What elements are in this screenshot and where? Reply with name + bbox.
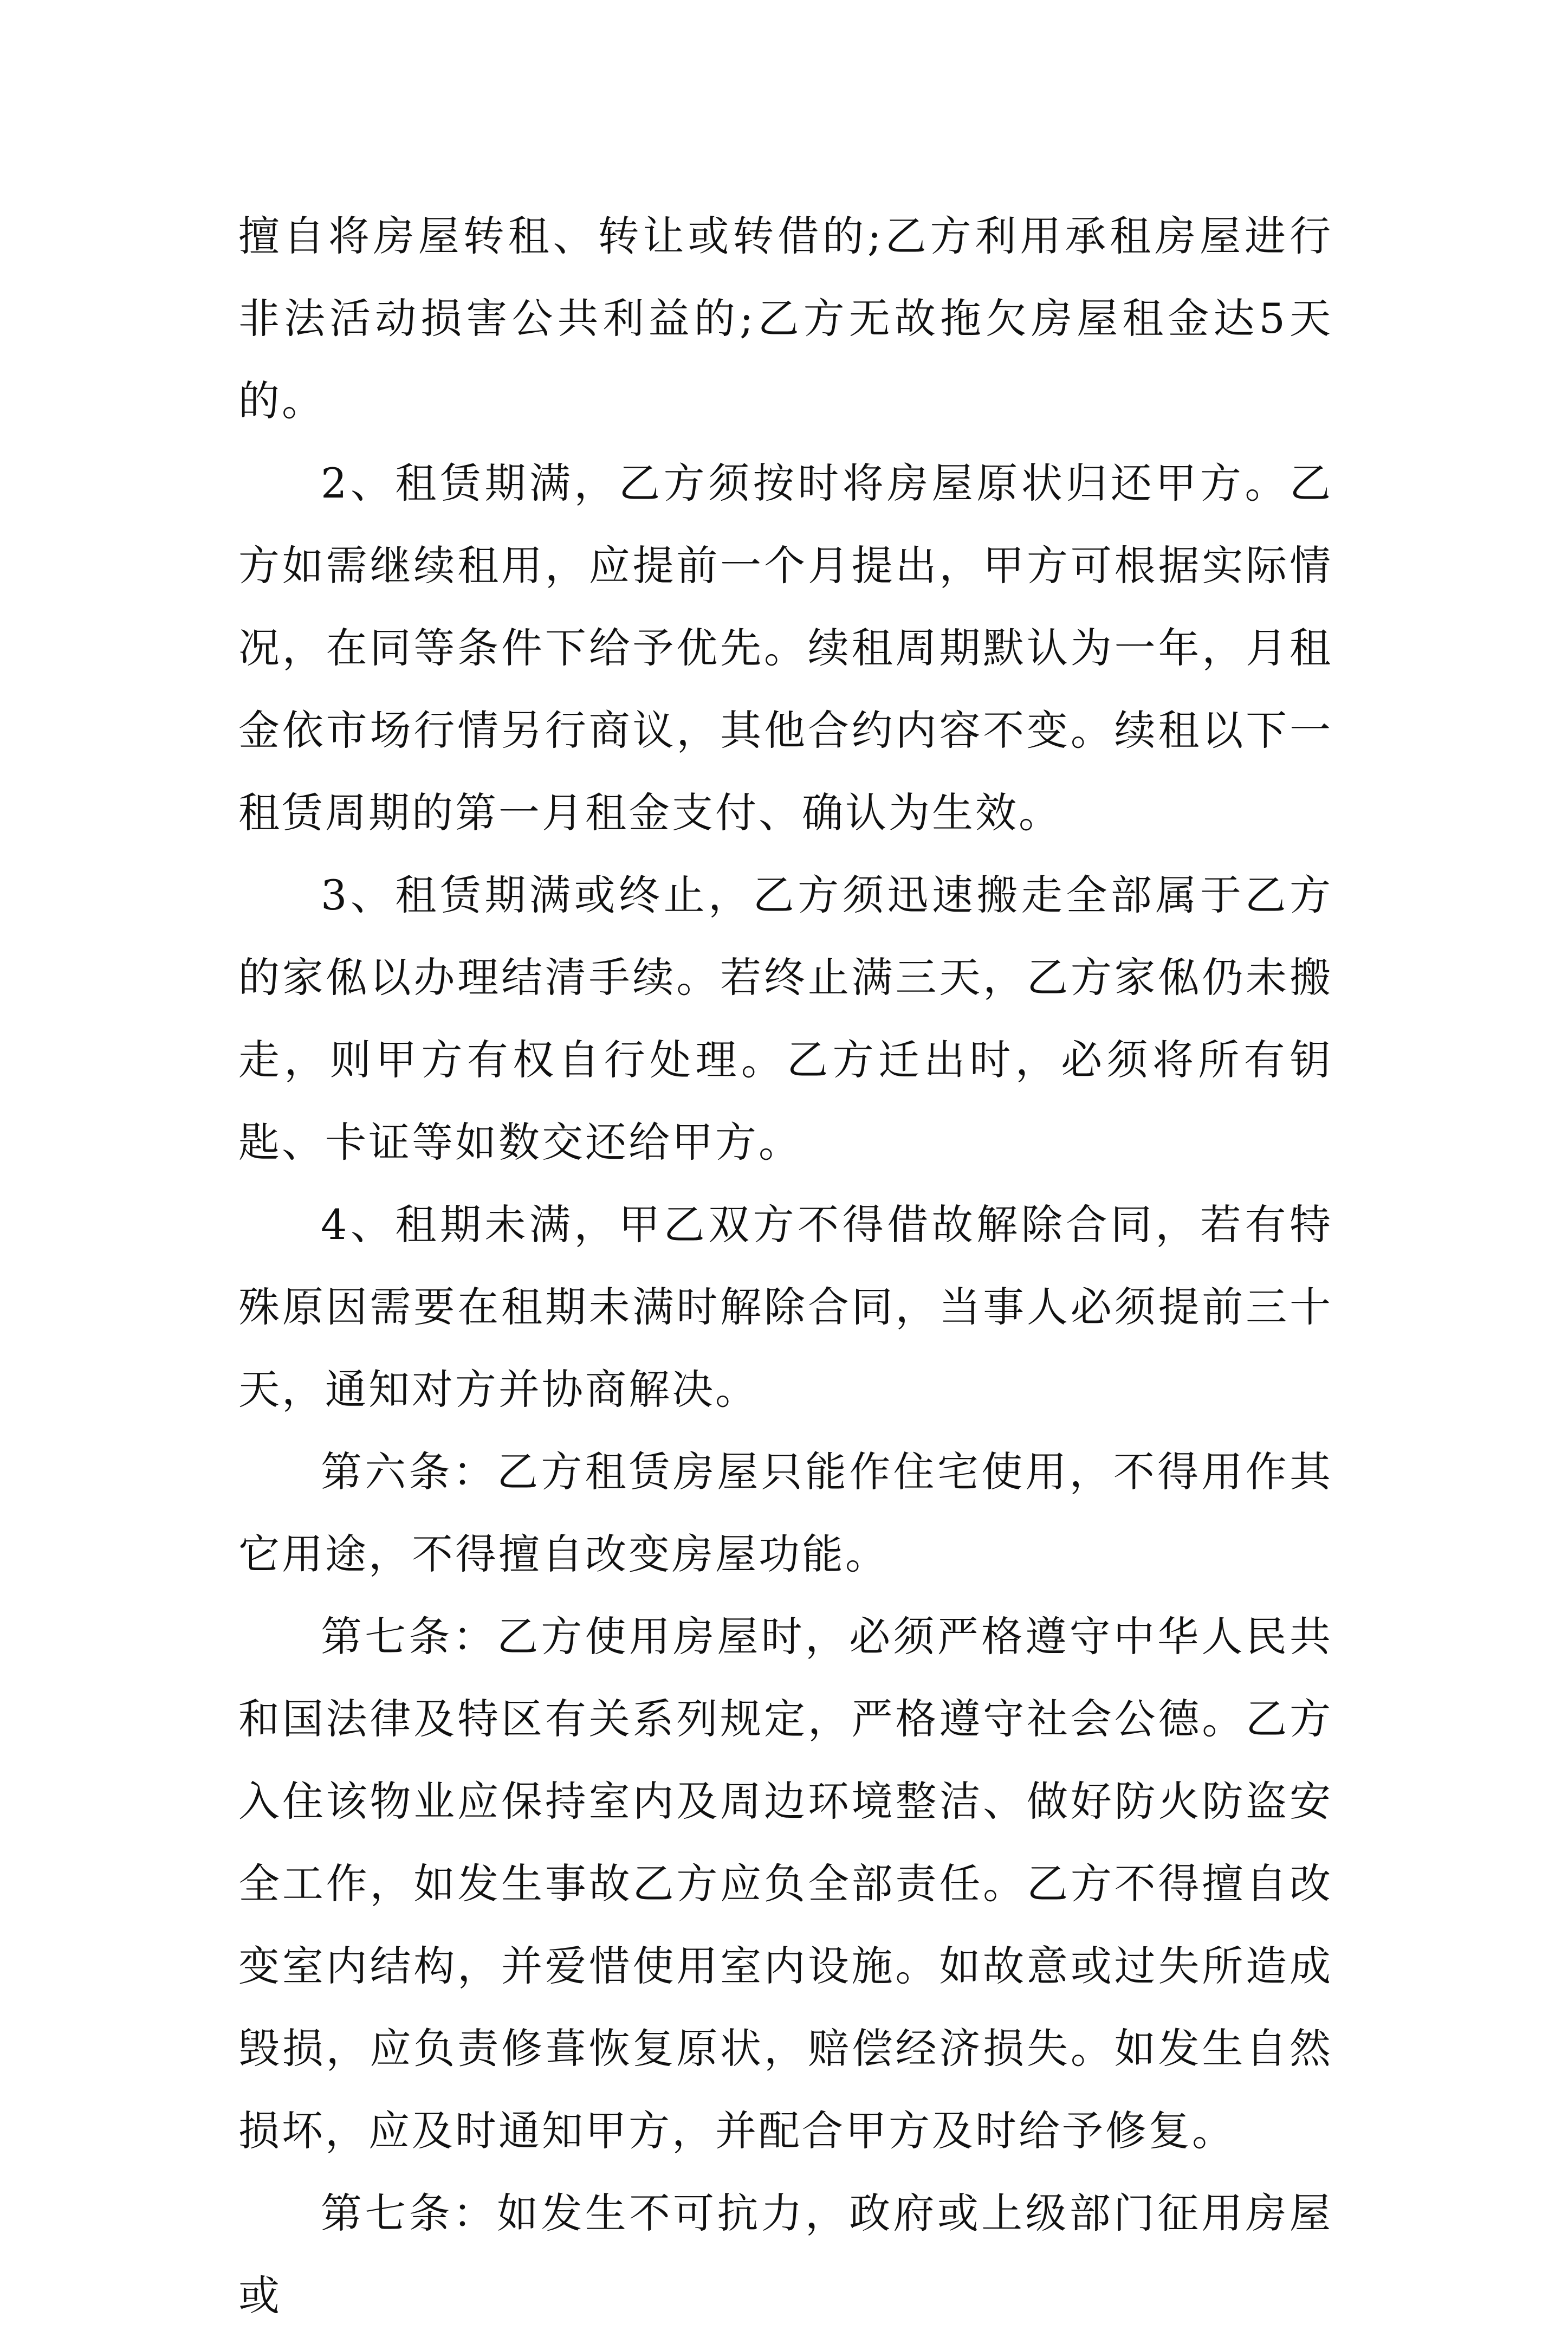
document-body (238, 195, 1333, 2337)
paragraph: 第六条：乙方租赁房屋只能作住宅使用，不得用作其它用途，不得擅自改变房屋功能。 (238, 1448, 1333, 1578)
paragraph: 第七条：乙方使用房屋时，必须严格遵守中华人民共和国法律及特区有关系列规定，严格遵守社会公德。乙方入住该物业应保持室内及周边环境整洁、做好防火防盗安全工作，如发生事故乙方应负全部责任。乙方不得擅自改变室内结构，并爱惜使用室内设施。如故意或过失所造成毁损，应负责修葺恢复原状，赔偿经济损失。如发生自然损坏，应及时通知甲方，并配合甲方及时给予修复。 (238, 1612, 1333, 2155)
paragraph: 第七条：如发生不可抗力，政府或上级部门征用房屋或 (238, 2189, 1333, 2320)
paragraph: 2、租赁期满，乙方须按时将房屋原状归还甲方。乙方如需继续租用，应提前一个月提出，甲方可根据实际情况，在同等条件下给予优先。续租周期默认为一年，月租金依市场行情另行商议，其他合约内容不变。续租以下一租赁周期的第一月租金支付、确认为生效。 (238, 459, 1333, 837)
paragraph: 3、租赁期满或终止，乙方须迅速搬走全部属于乙方的家俬以办理结清手续。若终止满三天，乙方家俬仍未搬走，则甲方有权自行处理。乙方迁出时，必须将所有钥匙、卡证等如数交还给甲方。 (238, 871, 1333, 1166)
paragraph: 4、租期未满，甲乙双方不得借故解除合同，若有特殊原因需要在租期未满时解除合同，当事人必须提前三十天，通知对方并协商解决。 (238, 1200, 1333, 1413)
paragraph: 擅自将房屋转租、转让或转借的;乙方利用承租房屋进行非法活动损害公共利益的;乙方无故拖欠房屋租金达5天的。 (238, 212, 1333, 425)
